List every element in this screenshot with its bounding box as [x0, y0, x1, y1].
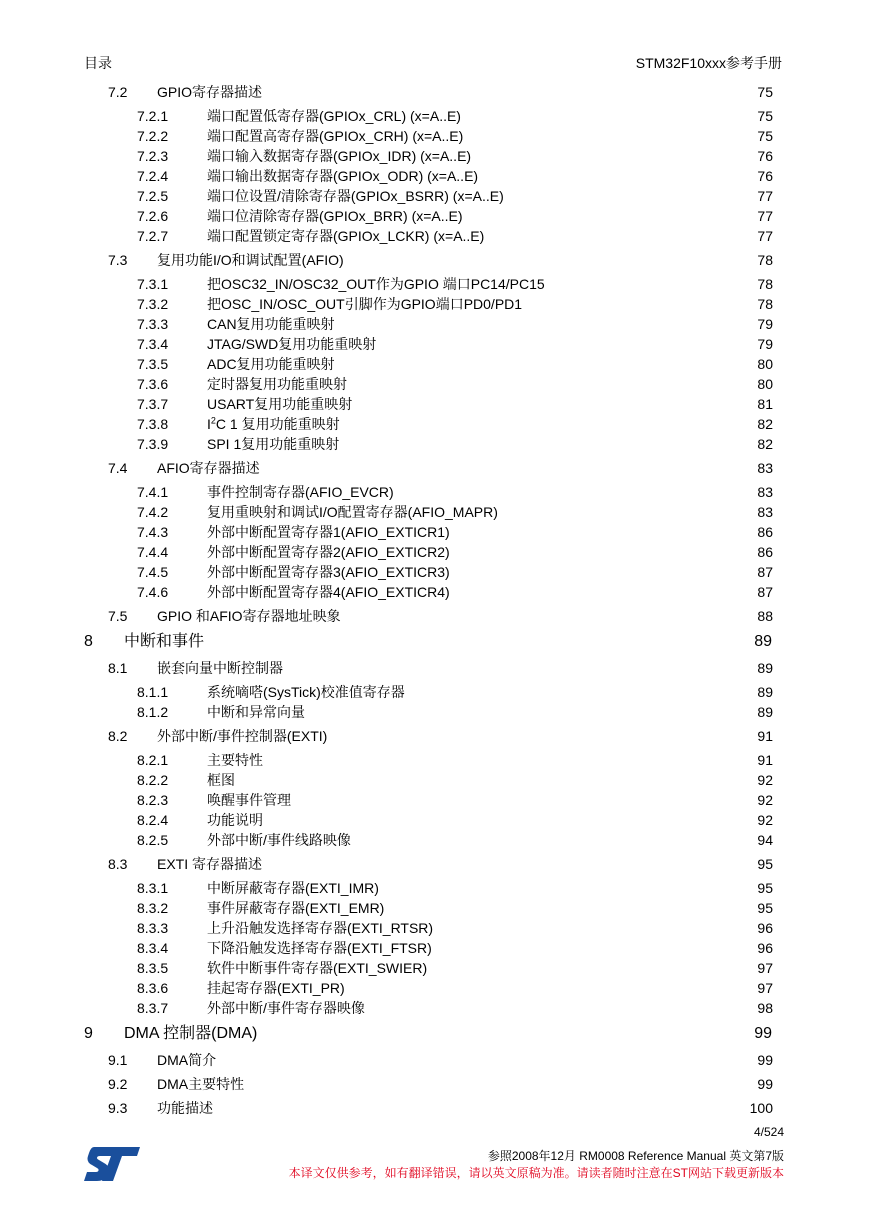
- toc-entry-page: 92: [757, 772, 773, 788]
- toc-entry-number: 8.2.1: [137, 752, 169, 768]
- toc-entry-page: 89: [757, 684, 773, 700]
- toc-entry-number: 7.3.7: [137, 396, 169, 412]
- toc-entry-number: 8.2.2: [137, 772, 169, 788]
- toc-entry-title: 中断和事件: [124, 633, 205, 650]
- toc-entry-number: 7.2.5: [137, 188, 169, 204]
- toc-entry-number: 7.2.1: [137, 108, 169, 124]
- toc-entry[interactable]: [0, 414, 869, 434]
- toc-entry[interactable]: [0, 82, 869, 102]
- toc-entry[interactable]: [0, 146, 869, 166]
- toc-entry[interactable]: [0, 878, 869, 898]
- toc-entry[interactable]: [0, 206, 869, 226]
- toc-entry-number: 8.1.2: [137, 704, 169, 720]
- toc-entry-page: 78: [757, 276, 773, 292]
- toc-entry-number: 7.3.1: [137, 276, 169, 292]
- toc-entry[interactable]: [0, 186, 869, 206]
- toc-entry-number: 8.2.5: [137, 832, 169, 848]
- toc-entry-number: 7.2.4: [137, 168, 169, 184]
- toc-entry-number: 9.2: [108, 1076, 128, 1092]
- toc-entry-number: 7.3.8: [137, 416, 169, 432]
- toc-entry-title: 唤醒事件管理: [207, 792, 291, 808]
- toc-entry-number: 8.2.4: [137, 812, 169, 828]
- toc-entry-number: 8.1.1: [137, 684, 169, 700]
- toc-entry-number: 7.4: [108, 460, 128, 476]
- toc-entry-page: 99: [757, 1076, 773, 1092]
- toc-entry[interactable]: [0, 790, 869, 810]
- toc-entry-number: 8.2: [108, 728, 128, 744]
- toc-entry[interactable]: [0, 394, 869, 414]
- toc-entry-number: 7.2: [108, 84, 128, 100]
- toc-entry-page: 92: [757, 812, 773, 828]
- page-number: 4/524: [753, 1125, 784, 1139]
- toc-entry[interactable]: [0, 106, 869, 126]
- toc-entry-title: 外部中断/事件寄存器映像: [207, 1000, 365, 1016]
- toc-entry-number: 8.3.6: [137, 980, 169, 996]
- toc-entry-title: EXTI 寄存器描述: [157, 856, 263, 872]
- toc-entry-page: 79: [757, 316, 773, 332]
- toc-entry[interactable]: [0, 606, 869, 626]
- toc-entry-title: [207, 414, 340, 434]
- toc-entry-title: AFIO寄存器描述: [157, 460, 260, 476]
- toc-entry-title: 事件控制寄存器(AFIO_EVCR): [207, 484, 394, 500]
- toc-entry-number: 8: [84, 633, 93, 650]
- toc-entry-title: 端口配置锁定寄存器(GPIOx_LCKR) (x=A..E): [207, 228, 485, 244]
- toc-entry-title: 外部中断配置寄存器3(AFIO_EXTICR3): [207, 564, 450, 580]
- toc-entry[interactable]: [0, 1098, 869, 1118]
- toc-entry-number: 8.3.1: [137, 880, 169, 896]
- toc-entry[interactable]: [0, 250, 869, 270]
- toc-entry-page: 95: [757, 880, 773, 896]
- toc-entry[interactable]: [0, 750, 869, 770]
- toc-entry-title: 外部中断配置寄存器1(AFIO_EXTICR1): [207, 524, 450, 540]
- toc-entry-page: 96: [757, 920, 773, 936]
- header-manual-title: STM32F10xxx参考手册: [635, 55, 782, 71]
- toc-entry[interactable]: [0, 374, 869, 394]
- toc-entry-number: 8.1: [108, 660, 128, 676]
- toc-entry-title: 外部中断/事件控制器(EXTI): [157, 728, 328, 744]
- toc-entry-title: 把OSC32_IN/OSC32_OUT作为GPIO 端口PC14/PC15: [207, 276, 545, 292]
- toc-entry-page: 86: [757, 544, 773, 560]
- toc-entry-title: GPIO 和AFIO寄存器地址映象: [157, 608, 341, 624]
- toc-entry-page: 77: [757, 228, 773, 244]
- toc-entry-number: 8.3.2: [137, 900, 169, 916]
- toc-entry-title: 上升沿触发选择寄存器(EXTI_RTSR): [207, 920, 434, 936]
- toc-entry-number: 8.3.4: [137, 940, 169, 956]
- toc-entry-title: 端口输入数据寄存器(GPIOx_IDR) (x=A..E): [207, 148, 472, 164]
- toc-entry[interactable]: [0, 314, 869, 334]
- toc-entry[interactable]: [0, 918, 869, 938]
- toc-entry-title: 系统嘀嗒(SysTick)校准值寄存器: [207, 684, 405, 700]
- toc-entry-page: 95: [757, 856, 773, 872]
- toc-entry-number: 9.1: [108, 1052, 128, 1068]
- toc-entry-page: 88: [757, 608, 773, 624]
- toc-entry-title: ADC复用功能重映射: [207, 356, 335, 372]
- toc-entry-title-text: C 1 复用功能重映射: [215, 416, 340, 432]
- toc-entry[interactable]: [0, 502, 869, 522]
- toc-entry-title: 嵌套向量中断控制器: [157, 660, 283, 676]
- toc-entry[interactable]: [0, 274, 869, 294]
- toc-entry[interactable]: [0, 702, 869, 722]
- translation-disclaimer: 本译文仅供参考，如有翻译错误，请以英文原稿为准。请读者随时注意在ST网站下载更新版本: [288, 1166, 784, 1180]
- toc-entry-title: 外部中断配置寄存器4(AFIO_EXTICR4): [207, 584, 450, 600]
- toc-entry-page: 95: [757, 900, 773, 916]
- toc-entry-title: 功能描述: [157, 1100, 213, 1116]
- toc-entry-page: 78: [757, 252, 773, 268]
- toc-entry-title: 端口配置高寄存器(GPIOx_CRH) (x=A..E): [207, 128, 464, 144]
- toc-entry-title: 复用重映射和调试I/O配置寄存器(AFIO_MAPR): [207, 504, 498, 520]
- toc-entry-page: 91: [757, 728, 773, 744]
- toc-entry-title: 中断和异常向量: [207, 704, 305, 720]
- toc-entry-page: 98: [757, 1000, 773, 1016]
- toc-entry-page: 94: [757, 832, 773, 848]
- toc-entry[interactable]: [0, 632, 869, 652]
- toc-entry-title-prefix: I: [207, 416, 211, 432]
- toc-entry[interactable]: [0, 522, 869, 542]
- toc-entry-page: 77: [757, 208, 773, 224]
- toc-entry[interactable]: [0, 562, 869, 582]
- toc-entry-number: 7.4.5: [137, 564, 169, 580]
- toc-entry[interactable]: [0, 726, 869, 746]
- toc-entry-title: 端口位清除寄存器(GPIOx_BRR) (x=A..E): [207, 208, 463, 224]
- toc-entry-page: 100: [749, 1100, 773, 1116]
- toc-entry-page: 99: [754, 1025, 772, 1042]
- toc-entry[interactable]: [0, 854, 869, 874]
- toc-entry[interactable]: [0, 582, 869, 602]
- toc-entry-number: 7.2.3: [137, 148, 169, 164]
- toc-entry-number: 9: [84, 1025, 93, 1042]
- toc-entry[interactable]: [0, 354, 869, 374]
- toc-entry-number: 7.3: [108, 252, 128, 268]
- toc-entry[interactable]: [0, 458, 869, 478]
- toc-entry-title: DMA 控制器(DMA): [124, 1025, 258, 1042]
- toc-entry-number: 7.2.2: [137, 128, 169, 144]
- toc-entry-page: 86: [757, 524, 773, 540]
- toc-entry[interactable]: [0, 998, 869, 1018]
- toc-entry-number: 7.3.4: [137, 336, 169, 352]
- toc-entry[interactable]: [0, 938, 869, 958]
- toc-entry-title: USART复用功能重映射: [207, 396, 353, 412]
- toc-entry[interactable]: [0, 830, 869, 850]
- toc-entry-title: 端口输出数据寄存器(GPIOx_ODR) (x=A..E): [207, 168, 479, 184]
- toc-entry-page: 97: [757, 960, 773, 976]
- toc-entry-page: 81: [757, 396, 773, 412]
- toc-entry-title: 框图: [207, 772, 235, 788]
- toc-entry-title: 软件中断事件寄存器(EXTI_SWIER): [207, 960, 428, 976]
- toc-entry-page: 83: [757, 460, 773, 476]
- toc-entry-number: 7.3.9: [137, 436, 169, 452]
- toc-entry-number: 7.3.3: [137, 316, 169, 332]
- toc-entry-number: 7.4.3: [137, 524, 169, 540]
- toc-entry[interactable]: [0, 1074, 869, 1094]
- toc-entry[interactable]: [0, 226, 869, 246]
- toc-entry-number: 7.4.4: [137, 544, 169, 560]
- toc-entry-number: 9.3: [108, 1100, 128, 1116]
- st-logo-shape: [84, 1147, 140, 1181]
- toc-entry-number: 7.4.1: [137, 484, 169, 500]
- toc-entry-page: 80: [757, 376, 773, 392]
- header-section-title: 目录: [84, 55, 112, 71]
- toc-entry-page: 89: [757, 704, 773, 720]
- toc-entry-page: 75: [757, 84, 773, 100]
- toc-entry-number: 7.2.6: [137, 208, 169, 224]
- toc-entry-title: GPIO寄存器描述: [157, 84, 263, 100]
- toc-entry-title: 功能说明: [207, 812, 263, 828]
- toc-entry[interactable]: [0, 898, 869, 918]
- toc-entry[interactable]: [0, 770, 869, 790]
- toc-entry[interactable]: [0, 294, 869, 314]
- toc-entry-page: 82: [757, 416, 773, 432]
- toc-entry-page: 92: [757, 792, 773, 808]
- toc-entry[interactable]: [0, 434, 869, 454]
- toc-entry[interactable]: [0, 958, 869, 978]
- toc-entry[interactable]: [0, 658, 869, 678]
- toc-entry[interactable]: [0, 1050, 869, 1070]
- toc-entry-page: 87: [757, 584, 773, 600]
- toc-entry-title: 把OSC_IN/OSC_OUT引脚作为GPIO端口PD0/PD1: [207, 296, 523, 312]
- toc-entry-number: 7.3.5: [137, 356, 169, 372]
- toc-entry-title: 复用功能I/O和调试配置(AFIO): [157, 252, 344, 268]
- toc-entry-title: 外部中断配置寄存器2(AFIO_EXTICR2): [207, 544, 450, 560]
- toc-entry[interactable]: [0, 166, 869, 186]
- toc-entry-title: DMA主要特性: [157, 1076, 245, 1092]
- toc-entry-number: 7.3.6: [137, 376, 169, 392]
- toc-entry[interactable]: [0, 1024, 869, 1044]
- toc-entry-title: 中断屏蔽寄存器(EXTI_IMR): [207, 880, 379, 896]
- toc-entry-page: 79: [757, 336, 773, 352]
- toc-entry-page: 89: [757, 660, 773, 676]
- toc-entry-title: 端口配置低寄存器(GPIOx_CRL) (x=A..E): [207, 108, 461, 124]
- toc-entry-page: 82: [757, 436, 773, 452]
- toc-entry[interactable]: [0, 126, 869, 146]
- toc-entry[interactable]: [0, 542, 869, 562]
- toc-entry-number: 8.3: [108, 856, 128, 872]
- toc-entry-page: 76: [757, 168, 773, 184]
- toc-entry-number: 8.3.3: [137, 920, 169, 936]
- toc-entry-title: SPI 1复用功能重映射: [207, 436, 340, 452]
- toc-entry[interactable]: [0, 810, 869, 830]
- toc-entry[interactable]: [0, 334, 869, 354]
- st-logo: [84, 1145, 142, 1183]
- toc-entry-number: 8.2.3: [137, 792, 169, 808]
- toc-entry-page: 96: [757, 940, 773, 956]
- toc-entry-number: 7.3.2: [137, 296, 169, 312]
- toc-entry-page: 83: [757, 484, 773, 500]
- toc-entry[interactable]: [0, 482, 869, 502]
- toc-entry-title-superscript: 2: [210, 415, 216, 426]
- toc-entry-number: 8.3.5: [137, 960, 169, 976]
- toc-entry[interactable]: [0, 682, 869, 702]
- toc-entry-number: 7.4.6: [137, 584, 169, 600]
- toc-entry-number: 7.2.7: [137, 228, 169, 244]
- toc-entry-title: 主要特性: [207, 752, 263, 768]
- toc-entry-number: 8.3.7: [137, 1000, 169, 1016]
- toc-entry-title: JTAG/SWD复用功能重映射: [207, 336, 377, 352]
- toc-entry-title: 挂起寄存器(EXTI_PR): [207, 980, 345, 996]
- toc-entry-page: 75: [757, 108, 773, 124]
- toc-entry-title: CAN复用功能重映射: [207, 316, 335, 332]
- toc-entry-page: 80: [757, 356, 773, 372]
- toc-entry-page: 75: [757, 128, 773, 144]
- toc-entry-page: 99: [757, 1052, 773, 1068]
- toc-entry-page: 83: [757, 504, 773, 520]
- toc-entry-title: 端口位设置/清除寄存器(GPIOx_BSRR) (x=A..E): [207, 188, 504, 204]
- toc-entry-title: 定时器复用功能重映射: [207, 376, 347, 392]
- toc-entry-page: 89: [754, 633, 772, 650]
- toc-entry-title: DMA简介: [157, 1052, 217, 1068]
- toc-entry-title: 下降沿触发选择寄存器(EXTI_FTSR): [207, 940, 432, 956]
- toc-entry-page: 78: [757, 296, 773, 312]
- toc-entry-page: 97: [757, 980, 773, 996]
- toc-entry-page: 77: [757, 188, 773, 204]
- toc-entry-number: 7.4.2: [137, 504, 169, 520]
- reference-note: 参照2008年12月 RM0008 Reference Manual 英文第7版: [487, 1149, 784, 1163]
- toc-entry-page: 76: [757, 148, 773, 164]
- toc-entry-page: 87: [757, 564, 773, 580]
- toc-entry-page: 91: [757, 752, 773, 768]
- toc-entry-title: 外部中断/事件线路映像: [207, 832, 351, 848]
- toc-entry[interactable]: [0, 978, 869, 998]
- toc-entry-title: 事件屏蔽寄存器(EXTI_EMR): [207, 900, 385, 916]
- toc-entry-number: 7.5: [108, 608, 128, 624]
